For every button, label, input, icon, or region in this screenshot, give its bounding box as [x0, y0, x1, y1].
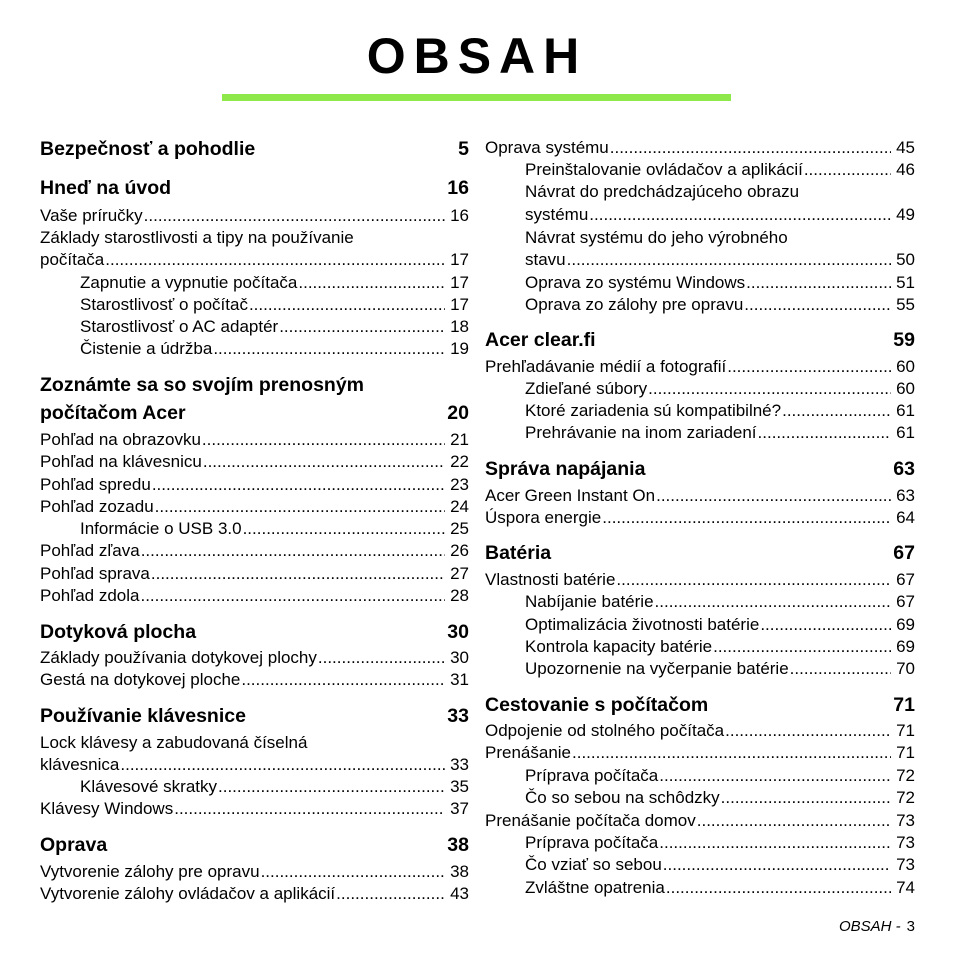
toc-entry[interactable]: Vaše príručky ..... 16 [40, 205, 469, 227]
toc-entry[interactable]: Acer Green Instant On ..... 63 [485, 485, 915, 507]
toc-subentry[interactable]: Optimalizácia životnosti batérie ..... 69 [525, 614, 915, 636]
toc-entry[interactable]: Prehľadávanie médií a fotografií ..... 60 [485, 356, 915, 378]
toc-heading[interactable]: počítačom Acer 20 [40, 402, 469, 424]
toc-entry[interactable]: Vytvorenie zálohy ovládačov a aplikácií ..... 43 [40, 883, 469, 905]
toc-entry[interactable]: Oprava systému ..... 45 [485, 137, 915, 159]
title-underline [222, 94, 731, 101]
toc-heading[interactable]: Dotyková plocha 30 [40, 621, 469, 643]
toc-subentry[interactable]: Nabíjanie batérie ..... 67 [525, 591, 915, 613]
toc-entry[interactable]: počítača ..... 17 [40, 249, 469, 271]
toc-heading[interactable]: Batéria 67 [485, 542, 915, 564]
toc-entry[interactable]: Gestá na dotykovej ploche ..... 31 [40, 669, 469, 691]
toc-subentry[interactable]: Upozornenie na vyčerpanie batérie ..... 70 [525, 658, 915, 680]
toc-subentry[interactable]: Príprava počítača ..... 73 [525, 832, 915, 854]
toc-subentry[interactable]: Kontrola kapacity batérie ..... 69 [525, 636, 915, 658]
toc-subentry[interactable]: Čo so sebou na schôdzky ..... 72 [525, 787, 915, 809]
toc-entry[interactable]: Základy používania dotykovej plochy ..... 30 [40, 647, 469, 669]
toc-heading[interactable]: Bezpečnosť a pohodlie 5 [40, 138, 469, 160]
toc-subentry-line1[interactable]: Návrat systému do jeho výrobného [525, 228, 788, 247]
toc-entry[interactable]: Pohľad na klávesnicu ..... 22 [40, 451, 469, 473]
toc-entry[interactable]: Vytvorenie zálohy pre opravu ..... 38 [40, 861, 469, 883]
toc-entry[interactable]: klávesnica ..... 33 [40, 754, 469, 776]
toc-entry[interactable]: Odpojenie od stolného počítača ..... 71 [485, 720, 915, 742]
toc-entry[interactable]: Úspora energie ..... 64 [485, 507, 915, 529]
toc-entry[interactable]: Pohľad zdola ..... 28 [40, 585, 469, 607]
toc-heading[interactable]: Oprava 38 [40, 834, 469, 856]
toc-subentry[interactable]: Klávesové skratky ..... 35 [80, 776, 469, 798]
toc-subentry[interactable]: Preinštalovanie ovládačov a aplikácií ..... 46 [525, 159, 915, 181]
toc-subentry[interactable]: Čo vziať so sebou ..... 73 [525, 854, 915, 876]
toc-subentry[interactable]: Oprava zo zálohy pre opravu ..... 55 [525, 294, 915, 316]
page-title: OBSAH [366, 28, 588, 84]
toc-entry[interactable]: Pohľad sprava ..... 27 [40, 563, 469, 585]
toc-subentry[interactable]: Oprava zo systému Windows ..... 51 [525, 272, 915, 294]
toc-heading[interactable]: Hneď na úvod 16 [40, 177, 469, 199]
toc-heading[interactable]: Správa napájania 63 [485, 458, 915, 480]
toc-entry-line1[interactable]: Lock klávesy a zabudovaná číselná [40, 733, 308, 752]
toc-heading[interactable]: Používanie klávesnice 33 [40, 705, 469, 727]
page-number: 3 [906, 918, 915, 935]
footer-label: OBSAH - [838, 918, 901, 935]
toc-subentry[interactable]: Informácie o USB 3.0 ..... 25 [80, 518, 469, 540]
toc-entry[interactable]: Prenášanie počítača domov ..... 73 [485, 810, 915, 832]
toc-subentry[interactable]: Príprava počítača ..... 72 [525, 765, 915, 787]
toc-subentry[interactable]: Zdieľané súbory ..... 60 [525, 378, 915, 400]
toc-heading[interactable]: Cestovanie s počítačom 71 [485, 694, 915, 716]
toc-subentry[interactable]: Zapnutie a vypnutie počítača ..... 17 [80, 272, 469, 294]
toc-subentry[interactable]: Ktoré zariadenia sú kompatibilné? ..... 61 [525, 400, 915, 422]
toc-entry[interactable]: Prenášanie ..... 71 [485, 742, 915, 764]
toc-subentry-line1[interactable]: Návrat do predchádzajúceho obrazu [525, 182, 800, 201]
toc-entry[interactable]: Pohľad spredu ..... 23 [40, 474, 469, 496]
toc-subentry[interactable]: Starostlivosť o počítač ..... 17 [80, 294, 469, 316]
toc-subentry[interactable]: Starostlivosť o AC adaptér ..... 18 [80, 316, 469, 338]
toc-entry[interactable]: Pohľad na obrazovku ..... 21 [40, 429, 469, 451]
toc-entry[interactable]: Pohľad zľava ..... 26 [40, 540, 469, 562]
toc-subentry[interactable]: stavu ..... 50 [525, 249, 915, 271]
toc-entry[interactable]: Vlastnosti batérie ..... 67 [485, 569, 915, 591]
toc-subentry[interactable]: Čistenie a údržba ..... 19 [80, 338, 469, 360]
toc-heading[interactable]: Acer clear.fi 59 [485, 329, 915, 351]
toc-entry-line1[interactable]: Základy starostlivosti a tipy na používanie [40, 228, 354, 247]
toc-subentry[interactable]: systému ..... 49 [525, 204, 915, 226]
toc-entry[interactable]: Pohľad zozadu ..... 24 [40, 496, 469, 518]
toc-subentry[interactable]: Prehrávanie na inom zariadení ..... 61 [525, 422, 915, 444]
page-footer [839, 917, 915, 937]
toc-entry[interactable]: Klávesy Windows ..... 37 [40, 798, 469, 820]
toc-heading-line1[interactable]: Zoznámte sa so svojím prenosným [40, 374, 365, 396]
toc-subentry[interactable]: Zvláštne opatrenia ..... 74 [525, 877, 915, 899]
